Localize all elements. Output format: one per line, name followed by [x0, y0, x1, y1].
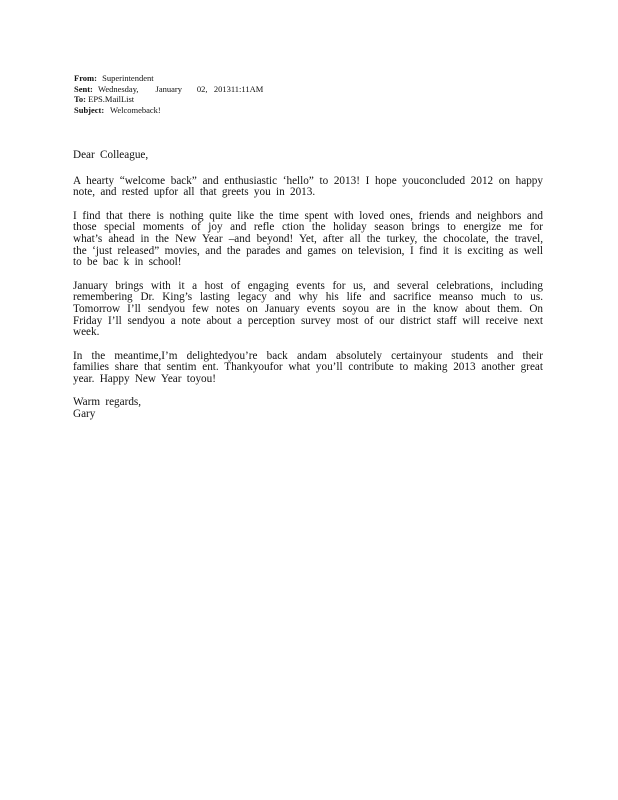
paragraph-meantime: In the meantime,I’m delightedyou’re back andam absolutely certainyour students and their families share that sentim ent. Thankyoufor what you’ll contribute to making 2013 another great year. Happy New Year toyou!	[73, 349, 543, 386]
to-row	[74, 94, 374, 105]
paragraph-greeting: A hearty “welcome back” and enthusiastic ‘hello” to 2013! I hope youconcluded 2012 on happy note, and rested upfor all that greets you in 2013.	[73, 174, 543, 199]
sent-value: Wednesday, January 02, 201311:11AM	[97, 83, 264, 94]
subject-value: Welcomeback!	[109, 104, 161, 115]
subject-label: Subject:	[74, 104, 105, 115]
paragraph-holidays: I find that there is nothing quite like the time spent with loved ones, friends and neighbors and those special moments of joy and refle ction the holiday season brings to energize me for what’s ahead in the New Year –and beyond! Yet, after all the turkey, the chocolate, the travel, the ‘just released” movies, and the parades and games on television, I find it is exciting as well to be bac k in school!	[73, 209, 543, 269]
email-body	[73, 150, 543, 421]
from-value: Superintendent	[102, 73, 154, 83]
to-value: EPS.MailList	[88, 94, 135, 104]
closing: Warm regards,	[73, 396, 142, 409]
sent-label: Sent:	[74, 83, 93, 94]
email-header	[74, 73, 374, 115]
subject-row	[74, 105, 374, 116]
from-label: From:	[74, 73, 97, 83]
paragraph-january-events: January brings with it a host of engaging events for us, and several celebrations, including remembering Dr. King’s lasting legacy and why his life and sacrifice meanso much to us. Tomorrow I’ll sendyou few notes on January events soyou are in the know about them. On Friday I’ll sendyou a note about a perception survey most of our district staff will receive next week.	[73, 279, 543, 339]
salutation: Dear Colleague,	[73, 149, 149, 161]
from-row	[74, 73, 374, 84]
sent-row	[74, 84, 374, 95]
to-label: To:	[74, 94, 86, 104]
signature: Gary	[73, 407, 96, 420]
